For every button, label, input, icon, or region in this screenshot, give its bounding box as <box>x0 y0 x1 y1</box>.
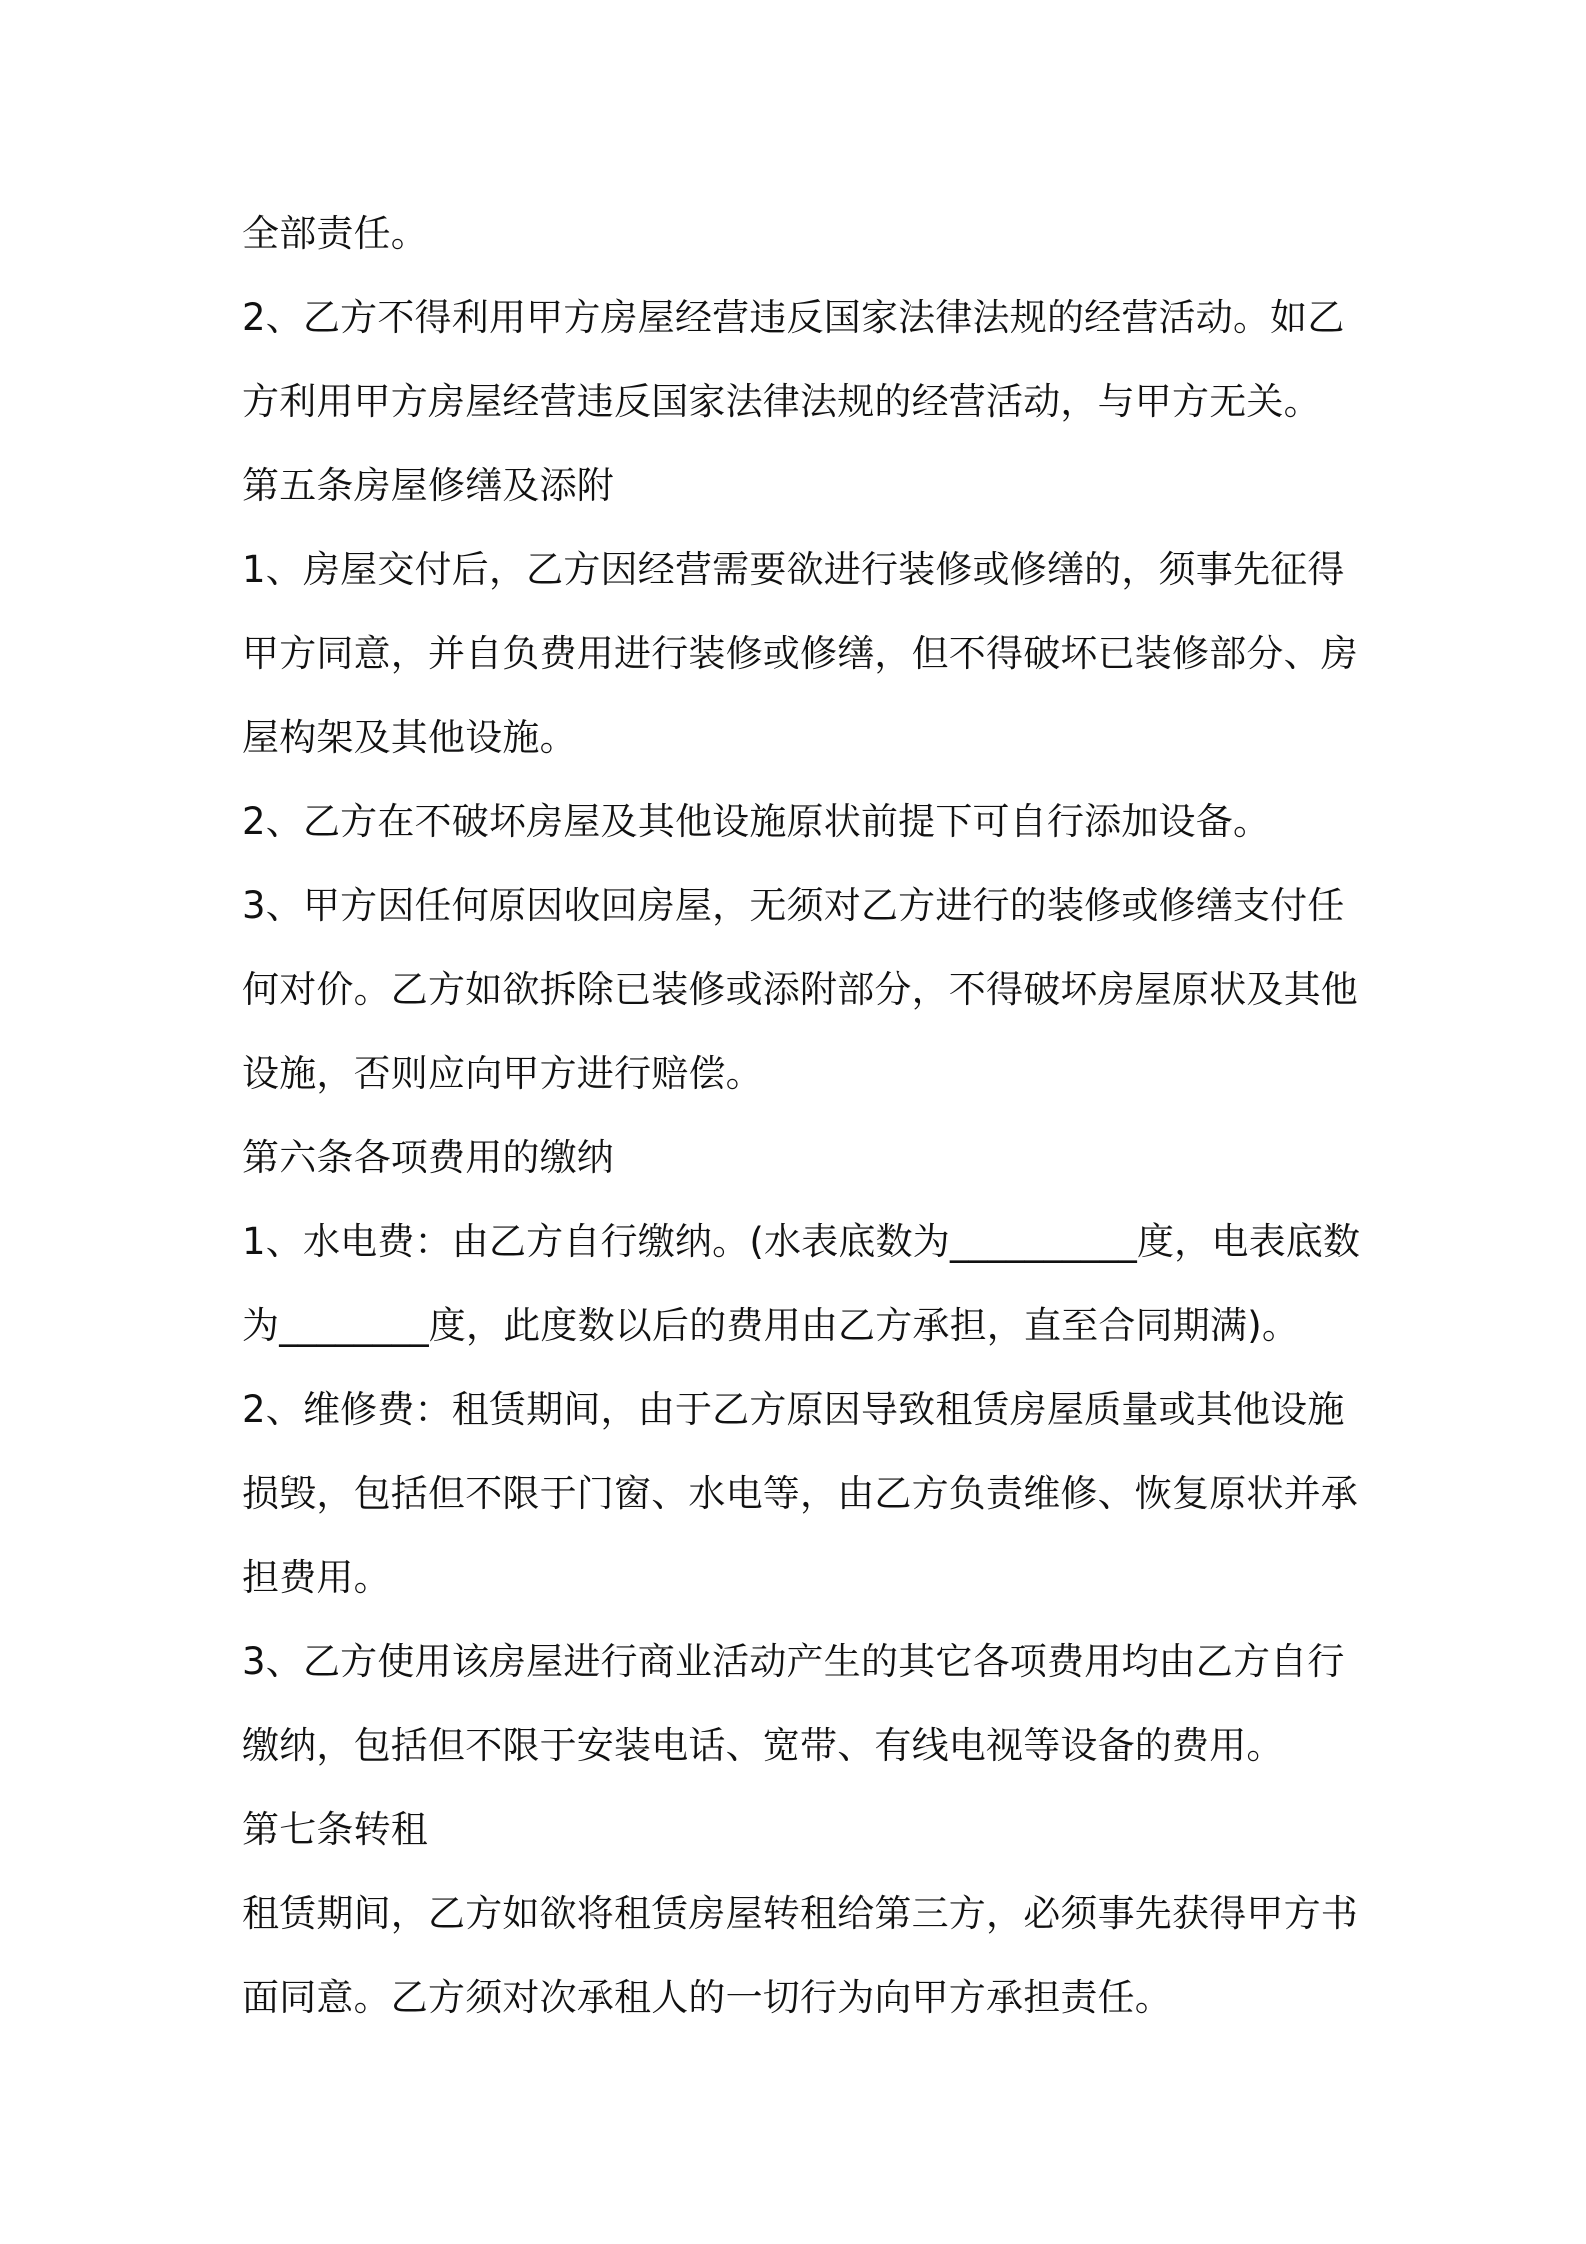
text-line: 方利用甲方房屋经营违反国家法律法规的经营活动，与甲方无关。 <box>242 380 1321 423</box>
text-line: 1、水电费：由乙方自行缴纳。(水表底数为__________度，电表底数 <box>242 1220 1361 1263</box>
section-heading: 第五条房屋修缮及添附 <box>242 464 614 507</box>
text-line: 设施，否则应向甲方进行赔偿。 <box>242 1052 763 1095</box>
document-body <box>242 192 1361 2040</box>
section-heading: 第六条各项费用的缴纳 <box>242 1136 614 1179</box>
text-line: 2、乙方在不破坏房屋及其他设施原状前提下可自行添加设备。 <box>242 800 1271 843</box>
section-heading: 第七条转租 <box>242 1808 428 1851</box>
text-line: 担费用。 <box>242 1556 391 1599</box>
text-line: 租赁期间，乙方如欲将租赁房屋转租给第三方，必须事先获得甲方书 <box>242 1892 1358 1935</box>
text-line: 2、乙方不得利用甲方房屋经营违反国家法律法规的经营活动。如乙 <box>242 296 1345 339</box>
text-line: 损毁，包括但不限于门窗、水电等，由乙方负责维修、恢复原状并承 <box>242 1472 1358 1515</box>
text-line: 1、房屋交付后，乙方因经营需要欲进行装修或修缮的，须事先征得 <box>242 548 1345 591</box>
text-line: 缴纳，包括但不限于安装电话、宽带、有线电视等设备的费用。 <box>242 1724 1284 1767</box>
text-line: 面同意。乙方须对次承租人的一切行为向甲方承担责任。 <box>242 1976 1172 2019</box>
text-line: 何对价。乙方如欲拆除已装修或添附部分，不得破坏房屋原状及其他 <box>242 968 1358 1011</box>
text-line: 3、乙方使用该房屋进行商业活动产生的其它各项费用均由乙方自行 <box>242 1640 1345 1683</box>
text-line: 3、甲方因任何原因收回房屋，无须对乙方进行的装修或修缮支付任 <box>242 884 1345 927</box>
text-line: 2、维修费：租赁期间，由于乙方原因导致租赁房屋质量或其他设施 <box>242 1388 1345 1431</box>
text-line: 全部责任。 <box>242 212 428 255</box>
text-line: 为________度，此度数以后的费用由乙方承担，直至合同期满)。 <box>242 1304 1300 1347</box>
text-line: 甲方同意，并自负费用进行装修或修缮，但不得破坏已装修部分、房 <box>242 632 1358 675</box>
text-line: 屋构架及其他设施。 <box>242 716 577 759</box>
